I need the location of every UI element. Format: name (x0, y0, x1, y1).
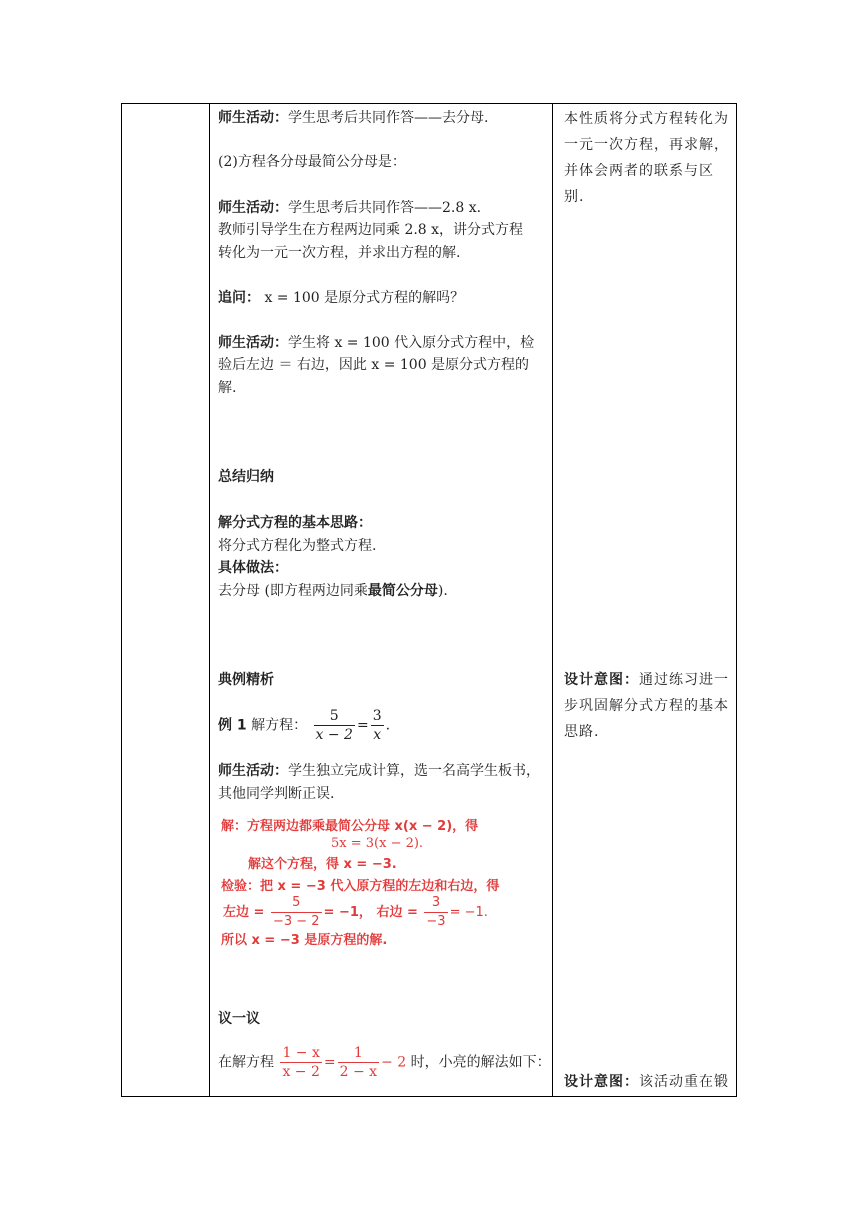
example-fraction-left: $\frac{5}{x - 2}$ (315, 708, 353, 743)
solution-fraction-left: $\frac{5}{-3 - 2}$ (272, 895, 320, 929)
design-note-1: 本性质将分式方程转化为一元一次方程，再求解，并体会两者的联系与区别. (564, 111, 729, 205)
discuss-equation: 在解方程 $\frac{1 - x}{x - 2}$ = $\frac{1}{2 - x}$ − 2 时，小亮的解法如下： (218, 1045, 551, 1080)
solution-line-2: 5x = 3(x − 2). (331, 836, 424, 851)
teacher-student-activity-3: 师生活动：学生将 x = 100 代入原分式方程中，检 (218, 335, 535, 351)
follow-up-question: 追问： x = 100 是原分式方程的解吗？ (218, 290, 465, 306)
discuss-fraction-right: $\frac{1}{2 - x}$ (339, 1045, 378, 1080)
verification-line-2: 验后左边 ＝ 右边，因此 x = 100 是原分式方程的 (218, 357, 530, 373)
solution-line-4: 检验：把 x = −3 代入原方程的左边和右边，得 (221, 879, 500, 894)
activity-column (218, 104, 552, 1096)
question-lcd: (2)方程各分母最简公分母是： (218, 154, 406, 170)
discuss-fraction-left: $\frac{1 - x}{x - 2}$ (282, 1045, 320, 1080)
column-divider-2 (552, 104, 553, 1096)
design-note-3: 设计意图：该活动重在锻 (564, 1074, 729, 1090)
solution-line-1: 解：方程两边都乘最简公分母 x(x − 2)，得 (221, 819, 479, 834)
method-text: 去分母 (即方程两边同乘最简公分母). (218, 583, 448, 599)
teacher-student-activity-2: 师生活动：学生思考后共同作答——2.8 x. (218, 200, 482, 216)
solution-line-5: 左边 = $\frac{5}{-3 - 2}$ = −1， 右边 = $\frac{3}{-3}$ = −1. (223, 895, 488, 929)
design-intent-column (560, 104, 736, 1096)
solution-line-3: 解这个方程，得 x = −3. (248, 857, 397, 872)
example-1: 例 1 解方程： $\frac{5}{x - 2}$ = $\frac{3}{x}$ . (218, 708, 391, 743)
column-divider-1 (209, 104, 210, 1096)
solution-line-6: 所以 x = −3 是原方程的解. (221, 933, 388, 948)
design-note-2: 设计意图：通过练习进一步巩固解分式方程的基本思路. (564, 672, 729, 740)
basic-idea-heading: 解分式方程的基本思路： (218, 515, 372, 531)
solution-fraction-right: $\frac{3}{-3}$ (426, 895, 446, 929)
teacher-student-activity-4: 师生活动：学生独立完成计算，选一名高学生板书， (218, 763, 540, 779)
example-heading: 典例精析 (218, 672, 274, 688)
method-heading: 具体做法： (218, 560, 288, 576)
summary-heading: 总结归纳 (218, 469, 274, 485)
discuss-heading: 议一议 (218, 1011, 260, 1027)
teacher-student-activity-1: 师生活动：学生思考后共同作答——去分母. (218, 110, 489, 126)
verification-line-3: 解. (218, 380, 237, 396)
teacher-guide-line-1: 教师引导学生在方程两边同乘 2.8 x，讲分式方程 (218, 222, 524, 238)
example-fraction-right: $\frac{3}{x}$ (372, 708, 382, 743)
lesson-table (121, 103, 737, 1097)
teacher-guide-line-2: 转化为一元一次方程，并求出方程的解. (218, 245, 461, 261)
activity-4-line-2: 其他同学判断正误. (218, 786, 335, 802)
basic-idea-text: 将分式方程化为整式方程. (218, 538, 377, 554)
